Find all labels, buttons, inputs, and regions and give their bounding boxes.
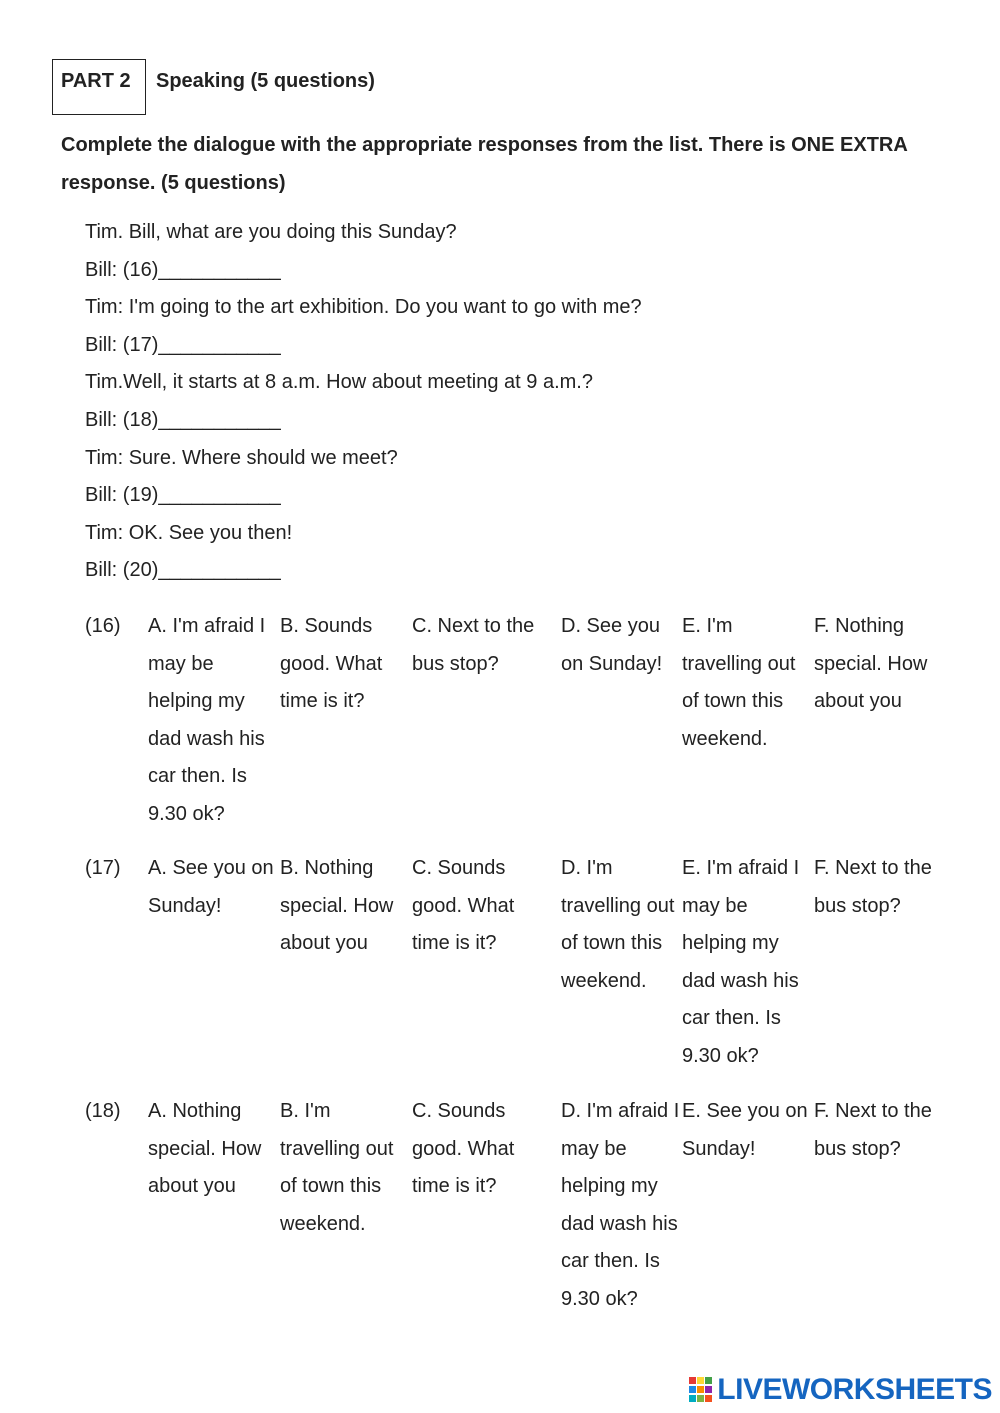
part-title: Speaking (5 questions)	[156, 70, 375, 92]
question-number: (17)	[85, 857, 121, 879]
option-e[interactable]: E. See you on Sunday!	[682, 1100, 808, 1160]
dialogue-line: Bill: (20)___________	[85, 559, 281, 582]
liveworksheets-logo-icon	[689, 1377, 713, 1403]
option-a[interactable]: A. I'm afraid I may be helping my dad wash his car then. Is 9.30 ok?	[148, 615, 266, 825]
dialogue-line: Bill: (17)___________	[85, 333, 281, 356]
dialogue-line: Bill: (18)___________	[85, 408, 281, 431]
option-f[interactable]: F. Next to the bus stop?	[814, 857, 932, 917]
option-d[interactable]: D. I'm afraid I may be helping my dad wash his car then. Is 9.30 ok?	[561, 1100, 680, 1310]
option-c[interactable]: C. Sounds good. What time is it?	[412, 857, 515, 954]
dialogue-line: Bill: (16)___________	[85, 258, 281, 281]
option-f[interactable]: F. Next to the bus stop?	[814, 1100, 932, 1160]
dialogue-line: Bill: (19)___________	[85, 484, 281, 507]
option-b[interactable]: B. I'm travelling out of town this weekend.	[280, 1100, 394, 1235]
instructions: Complete the dialogue with the appropriate responses from the list. There is ONE EXTRA response. (5 questions)	[61, 134, 908, 194]
dialogue-line: Tim. Bill, what are you doing this Sunday?	[85, 221, 457, 243]
brand-name: LIVEWORKSHEETS	[717, 1373, 992, 1406]
question-number: (16)	[85, 615, 121, 637]
dialogue-line: Tim: I'm going to the art exhibition. Do you want to go with me?	[85, 296, 642, 319]
option-e[interactable]: E. I'm travelling out of town this weekend.	[682, 615, 796, 750]
question-number: (18)	[85, 1100, 121, 1122]
option-c[interactable]: C. Sounds good. What time is it?	[412, 1100, 515, 1197]
option-e[interactable]: E. I'm afraid I may be helping my dad wash his car then. Is 9.30 ok?	[682, 857, 800, 1067]
dialogue-line: Tim: Sure. Where should we meet?	[85, 446, 398, 469]
dialogue-line: Tim: OK. See you then!	[85, 521, 293, 544]
part-label: PART 2	[61, 70, 131, 92]
option-a[interactable]: A. See you on Sunday!	[148, 857, 274, 917]
option-c[interactable]: C. Next to the bus stop?	[412, 615, 535, 675]
liveworksheets-logo[interactable]	[689, 1373, 992, 1407]
option-d[interactable]: D. I'm travelling out of town this weekend.	[561, 857, 675, 992]
option-f[interactable]: F. Nothing special. How about you	[814, 615, 928, 712]
option-d[interactable]: D. See you on Sunday!	[561, 615, 663, 675]
option-b[interactable]: B. Sounds good. What time is it?	[280, 615, 383, 712]
dialogue-line: Tim.Well, it starts at 8 a.m. How about meeting at 9 a.m.?	[85, 371, 593, 394]
option-b[interactable]: B. Nothing special. How about you	[280, 857, 394, 954]
option-a[interactable]: A. Nothing special. How about you	[148, 1100, 262, 1197]
dialogue	[85, 214, 642, 590]
